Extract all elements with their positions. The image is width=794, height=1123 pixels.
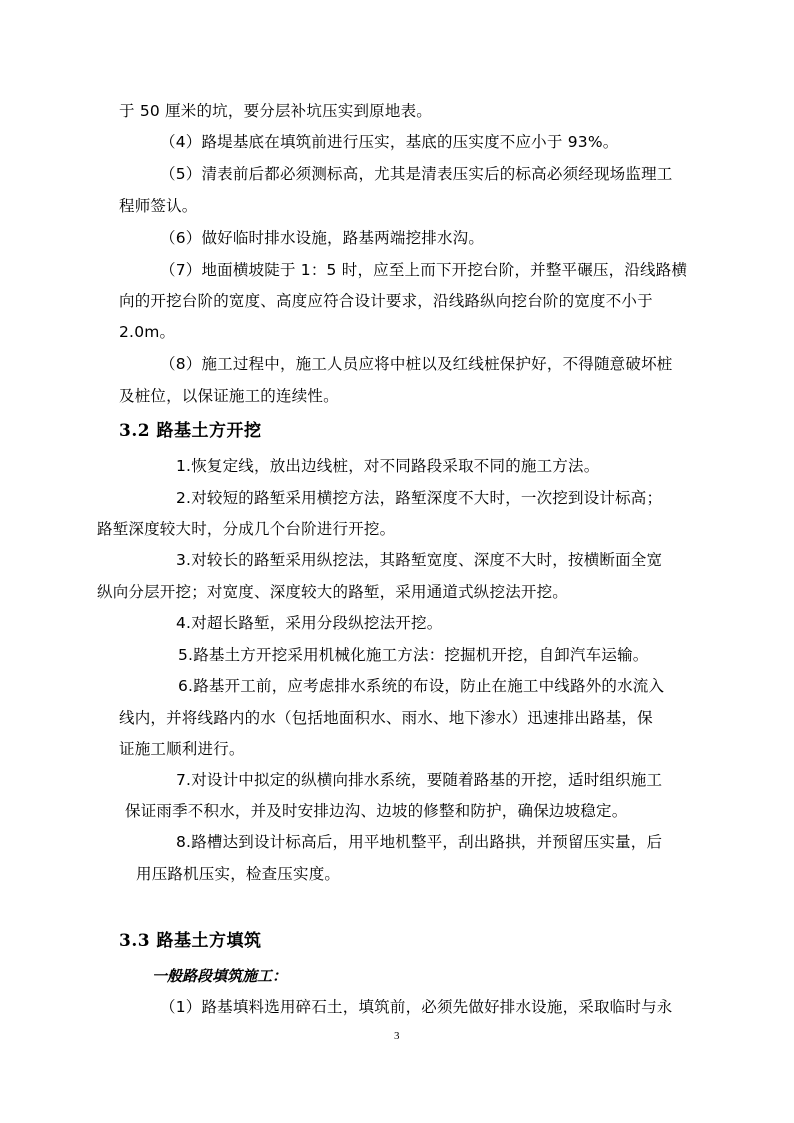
text-line: 纵向分层开挖；对宽度、深度较大的路堑，采用通道式纵挖法开挖。 [97,583,569,601]
text-line: 证施工顺利进行。 [119,740,245,758]
text-line: （4）路堤基底在填筑前进行压实，基底的压实度不应小于 93%。 [160,133,619,151]
section-heading: 3.3 路基土方填筑 [119,931,262,951]
text-line: 8.路槽达到设计标高后，用平地机整平，刮出路拱，并预留压实量，后 [176,833,663,851]
text-line: 4.对超长路堑，采用分段纵挖法开挖。 [176,614,443,632]
text-line: 2.0m。 [119,323,176,341]
text-line: （8）施工过程中，施工人员应将中桩以及红线桩保护好，不得随意破坏桩 [160,355,673,373]
text-line: 路堑深度较大时，分成几个台阶进行开挖。 [97,520,396,538]
text-line: （6）做好临时排水设施，路基两端挖排水沟。 [160,229,485,247]
text-line: 用压路机压实，检查压实度。 [136,865,341,883]
text-line: 保证雨季不积水，并及时安排边沟、边坡的修整和防护，确保边坡稳定。 [125,802,628,820]
text-line: （7）地面横坡陡于 1：5 时，应至上而下开挖台阶，并整平碾压，沿线路横 [160,261,688,279]
text-line: 5.路基土方开挖采用机械化施工方法：挖掘机开挖，自卸汽车运输。 [178,646,649,664]
text-line: 2.对较短的路堑采用横挖方法，路堑深度不大时，一次挖到设计标高； [176,489,663,507]
text-line: （5）清表前后都必须测标高，尤其是清表压实后的标高必须经现场监理工 [160,165,673,183]
text-line: 线内，并将线路内的水（包括地面积水、雨水、地下渗水）迅速排出路基，保 [119,709,653,727]
text-line: 向的开挖台阶的宽度、高度应符合设计要求，沿线路纵向挖台阶的宽度不小于 [119,292,653,310]
text-line: 及桩位，以保证施工的连续性。 [119,387,339,405]
text-line: 1.恢复定线，放出边线桩，对不同路段采取不同的施工方法。 [176,457,600,475]
text-line: 7.对设计中拟定的纵横向排水系统，要随着路基的开挖，适时组织施工 [176,771,663,789]
text-line: 3.对较长的路堑采用纵挖法，其路堑宽度、深度不大时，按横断面全宽 [176,551,663,569]
text-line: （1）路基填料选用碎石土，填筑前，必须先做好排水设施，采取临时与永 [160,998,673,1016]
text-line: 6.路基开工前，应考虑排水系统的布设，防止在施工中线路外的水流入 [178,677,665,695]
text-line: 程师签认。 [119,197,198,215]
text-line: 于 50 厘米的坑，要分层补坑压实到原地表。 [119,102,432,120]
subheading: 一般路段填筑施工： [152,967,288,985]
section-heading: 3.2 路基土方开挖 [119,421,262,441]
page-number: 3 [394,1030,400,1042]
